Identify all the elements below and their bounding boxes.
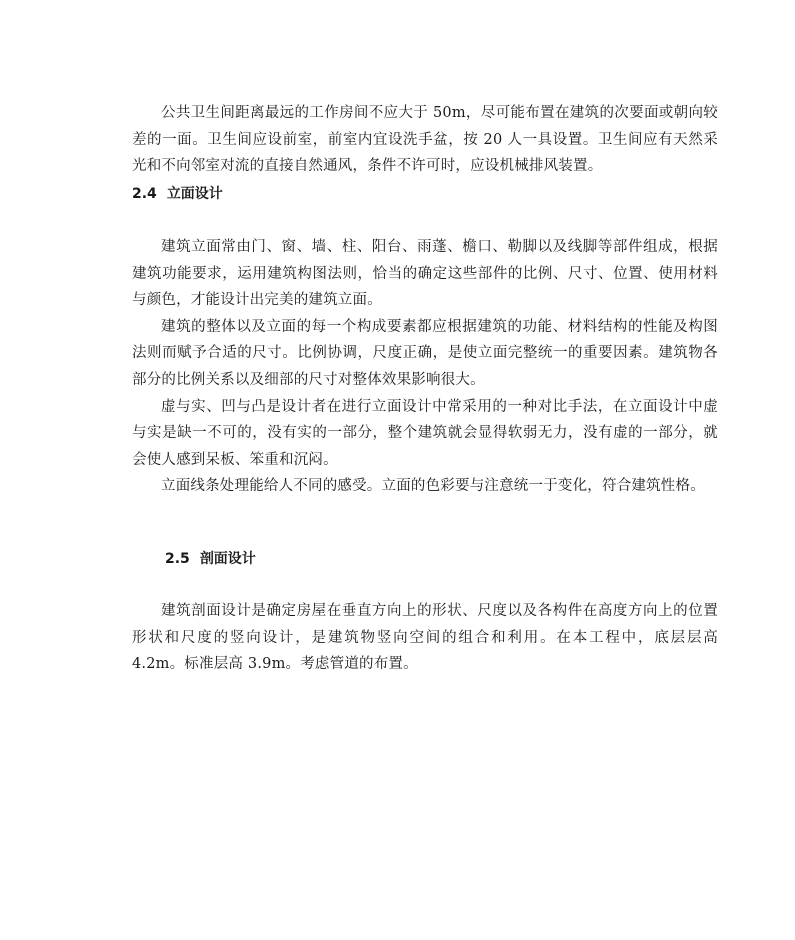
section-2-5-body [132, 598, 718, 678]
section-heading-2-4 [132, 184, 223, 204]
paragraph: 建筑立面常由门、窗、墙、柱、阳台、雨蓬、檐口、勒脚以及线脚等部件组成，根据建筑功能要求，运用建筑构图法则，恰当的确定这些部件的比例、尺寸、位置、使用材料与颜色，才能设计出完美的建筑立面。 [132, 239, 718, 309]
section-title: 立面设计 [166, 186, 223, 202]
section-number: 2.5 [165, 551, 190, 567]
section-heading-2-5 [165, 549, 256, 569]
intro-text-block [132, 100, 718, 180]
paragraph: 建筑的整体以及立面的每一个构成要素都应根据建筑的功能、材料结构的性能及构图法则而赋予合适的尺寸。比例协调，尺度正确，是使立面完整统一的重要因素。建筑物各部分的比例关系以及细部的尺寸对整体效果影响很大。 [132, 318, 718, 388]
section-number: 2.4 [132, 186, 157, 202]
paragraph: 建筑剖面设计是确定房屋在垂直方向上的形状、尺度以及各构件在高度方向上的位置形状和尺度的竖向设计，是建筑物竖向空间的组合和利用。在本工程中，底层层高 4.2m。标准层高 3.9m。考虑管道的布置。 [132, 603, 718, 673]
paragraph: 公共卫生间距离最远的工作房间不应大于 50m，尽可能布置在建筑的次要面或朝向较差的一面。卫生间应设前室，前室内宜设洗手盆，按 20 人一具设置。卫生间应有天然采光和不向邻室对流的直接自然通风，条件不许可时，应设机械排风装置。 [132, 105, 718, 175]
section-title: 剖面设计 [199, 551, 256, 567]
section-2-4-body [132, 234, 718, 500]
paragraph: 虚与实、凹与凸是设计者在进行立面设计中常采用的一种对比手法，在立面设计中虚与实是缺一不可的，没有实的一部分，整个建筑就会显得软弱无力，没有虚的一部分，就会使人感到呆板、笨重和沉闷。 [132, 398, 718, 468]
paragraph: 立面线条处理能给人不同的感受。立面的色彩要与注意统一于变化，符合建筑性格。 [161, 478, 705, 495]
